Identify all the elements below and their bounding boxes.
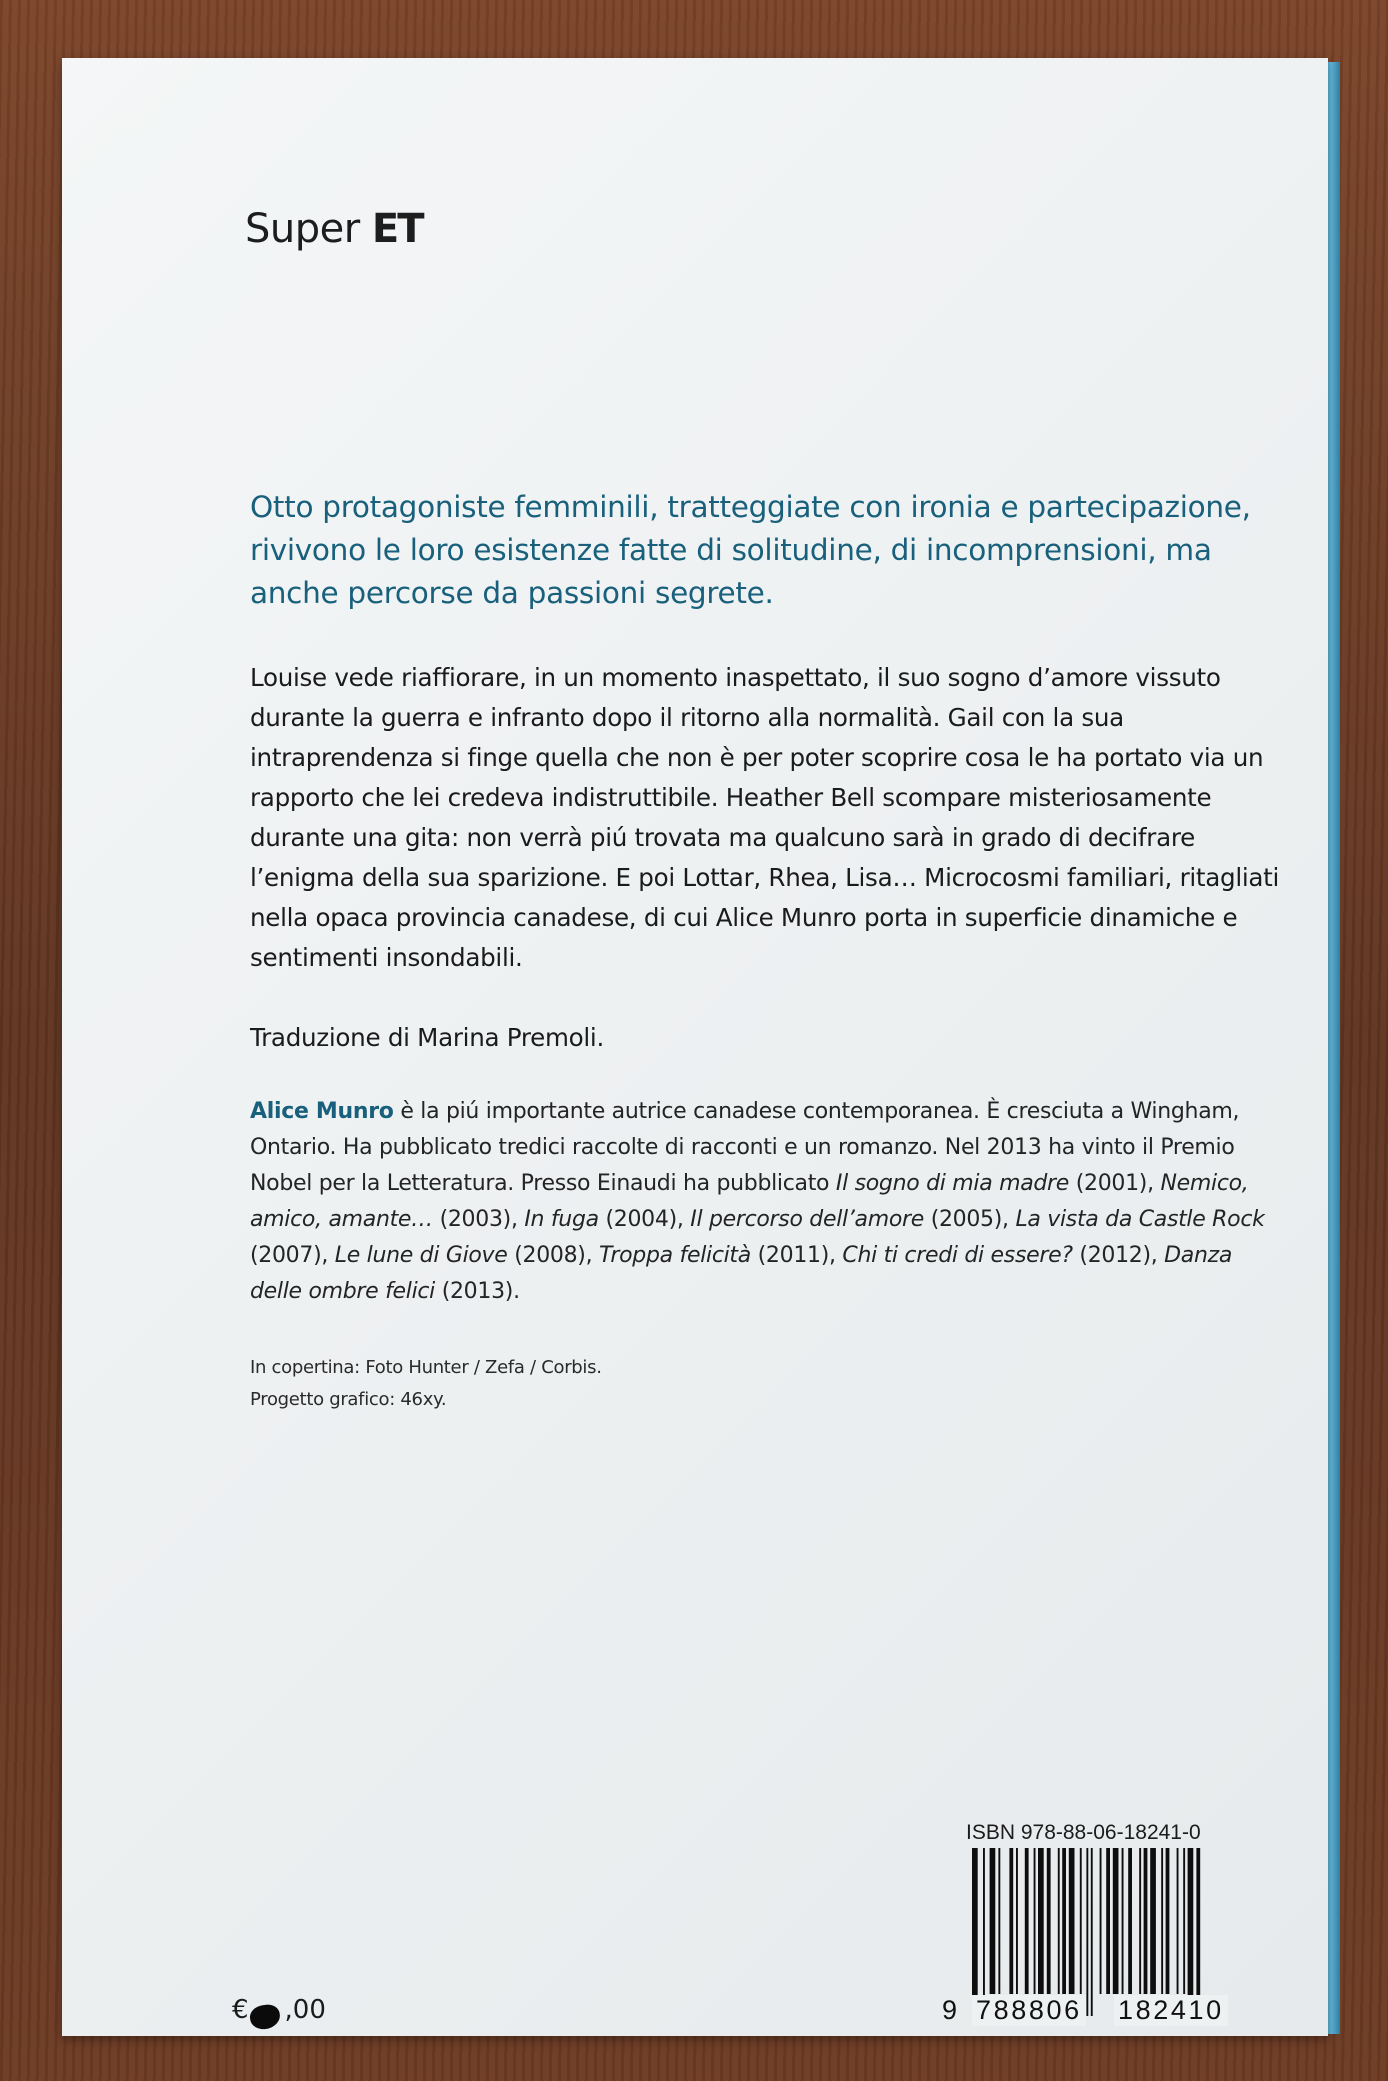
work-title: Chi ti credi di essere? — [842, 1243, 1073, 1268]
barcode-bar — [998, 1848, 1000, 1994]
price-decimals: ,00 — [284, 1995, 326, 2025]
barcode-bar — [1150, 1848, 1156, 1994]
barcode-bar — [1034, 1848, 1036, 1994]
barcode-bar — [1038, 1848, 1044, 1994]
book-back-cover — [62, 58, 1328, 2036]
price-currency: € — [232, 1995, 249, 2025]
barcode-bar — [1016, 1848, 1018, 1994]
work-year: (2007) — [250, 1243, 322, 1268]
barcode-bar — [972, 1848, 978, 2016]
barcode-bar — [1196, 1848, 1200, 2016]
work-title: La vista da Castle Rock — [1015, 1207, 1265, 1232]
author-name: Alice Munro — [250, 1099, 394, 1124]
work-year: (2001) — [1075, 1171, 1148, 1196]
work-title: Le lune di Giove — [334, 1243, 508, 1268]
blurb-lead: Otto protagoniste femminili, tratteggiate con ironia e partecipazione, rivivono le loro esistenze fatte di solitudine, di incomprensioni, ma anche percorse da passioni segrete. — [250, 490, 1251, 610]
barcode-bar — [1069, 1848, 1075, 1994]
barcode-bar — [1122, 1848, 1124, 1994]
barcode-digits — [942, 1995, 1282, 2025]
work-title: Il sogno di mia madre — [835, 1171, 1070, 1196]
work-year: (2008) — [514, 1243, 586, 1268]
barcode-digit-lead: 9 — [942, 1995, 958, 2025]
barcode-bar — [1139, 1848, 1141, 1994]
barcode-bar — [1062, 1848, 1066, 1994]
barcode-bar — [1058, 1848, 1060, 1994]
barcode-bar — [983, 1848, 985, 2016]
work-year: (2012) — [1079, 1243, 1151, 1268]
series-mark: ET — [371, 206, 423, 252]
translation-credit: Traduzione di Marina Premoli. — [250, 1023, 604, 1052]
barcode-bar — [1100, 1848, 1102, 1994]
barcode-bar — [1009, 1848, 1013, 1994]
work-title: Nemico, amico, amante… — [250, 1171, 1249, 1232]
cover-credit: In copertina: Foto Hunter / Zefa / Corbis. — [250, 1357, 602, 1378]
design-credit: Progetto grafico: 46xy. — [250, 1389, 447, 1410]
author-bio-text: è la piú importante autrice canadese contemporanea. È cresciuta a Wingham, Ontario. Ha pubblicato tredici raccolte di racconti e un romanzo. Nel 2013 ha vinto il Premio Nobel per la Letteratura. Presso Einaudi ha pubblicato — [250, 1099, 1240, 1196]
work-year: (2013) — [441, 1279, 514, 1304]
work-year: (2003) — [439, 1207, 511, 1232]
barcode-bar — [1183, 1848, 1185, 1994]
blurb-body: Louise vede riaffiorare, in un momento inaspettato, il suo sogno d’amore vissuto durante la guerra e infranto dopo il ritorno alla normalità. Gail con la sua intraprendenza si finge quella che non è per poter scoprire cosa le ha portato via un rapporto che lei credeva indistruttibile. Heather Bell scompare misteriosamente durante una gita: non verrà piú trovata ma qualcuno sarà in grado di decifrare l’enigma della sua sparizione. E poi Lottar, Rhea, Lisa… Microcosmi familiari, ritagliati nella opaca provincia canadese, di cui Alice Munro porta in superficie dinamiche e sentimenti insondabili. — [250, 663, 1280, 972]
barcode-bar — [1144, 1848, 1148, 1994]
isbn-label: ISBN 978-88-06-18241-0 — [966, 1821, 1201, 1844]
series-logo — [245, 206, 423, 252]
barcode-icon — [942, 1848, 1282, 2018]
barcode-bar — [1177, 1848, 1179, 1994]
barcode-bar — [1128, 1848, 1132, 1994]
work-year: (2011) — [757, 1243, 829, 1268]
work-title: Il percorso dell’amore — [690, 1207, 924, 1232]
barcode-bar — [1188, 1848, 1194, 2016]
barcode-bar — [1086, 1848, 1088, 2016]
barcode-bar — [1113, 1848, 1119, 1994]
work-title: In fuga — [524, 1207, 599, 1232]
work-year: (2005) — [930, 1207, 1003, 1232]
barcode-digits-left: 788806 — [972, 1995, 1086, 2026]
author-bio: Alice Munro è la piú importante autrice canadese contemporanea. È cresciuta a Wingham, Ontario. Ha pubblicato tredici raccolte di racconti e un romanzo. Nel 2013 ha vinto il Premio Nobel per la Letteratura. Presso Einaudi ha pubblicato Il sogno di mia madre (2001), Nemico, amico, amante… (2003), In fuga (2004), Il percorso dell’amore (2005), La vista da Castle Rock (2007), Le lune di Giove (2008), Troppa felicità (2011), Chi ti credi di essere? (2012), Danza delle ombre felici (2013). — [250, 1099, 1265, 1304]
series-name: Super — [245, 206, 360, 252]
credits — [250, 1352, 602, 1416]
barcode-bar — [1047, 1848, 1051, 1994]
barcode-bar — [990, 1848, 996, 1994]
barcode-bar — [1161, 1848, 1163, 1994]
barcode-bar — [1025, 1848, 1029, 1994]
barcode-digits-right: 182410 — [1114, 1995, 1228, 2026]
barcode-bar — [1166, 1848, 1170, 1994]
barcode-bar — [1080, 1848, 1082, 1994]
barcode-bar — [1106, 1848, 1110, 1994]
work-year: (2004) — [605, 1207, 677, 1232]
work-title: Danza delle ombre felici — [250, 1243, 1233, 1304]
work-title: Troppa felicità — [598, 1243, 751, 1268]
barcode-bar — [1091, 1848, 1093, 2016]
